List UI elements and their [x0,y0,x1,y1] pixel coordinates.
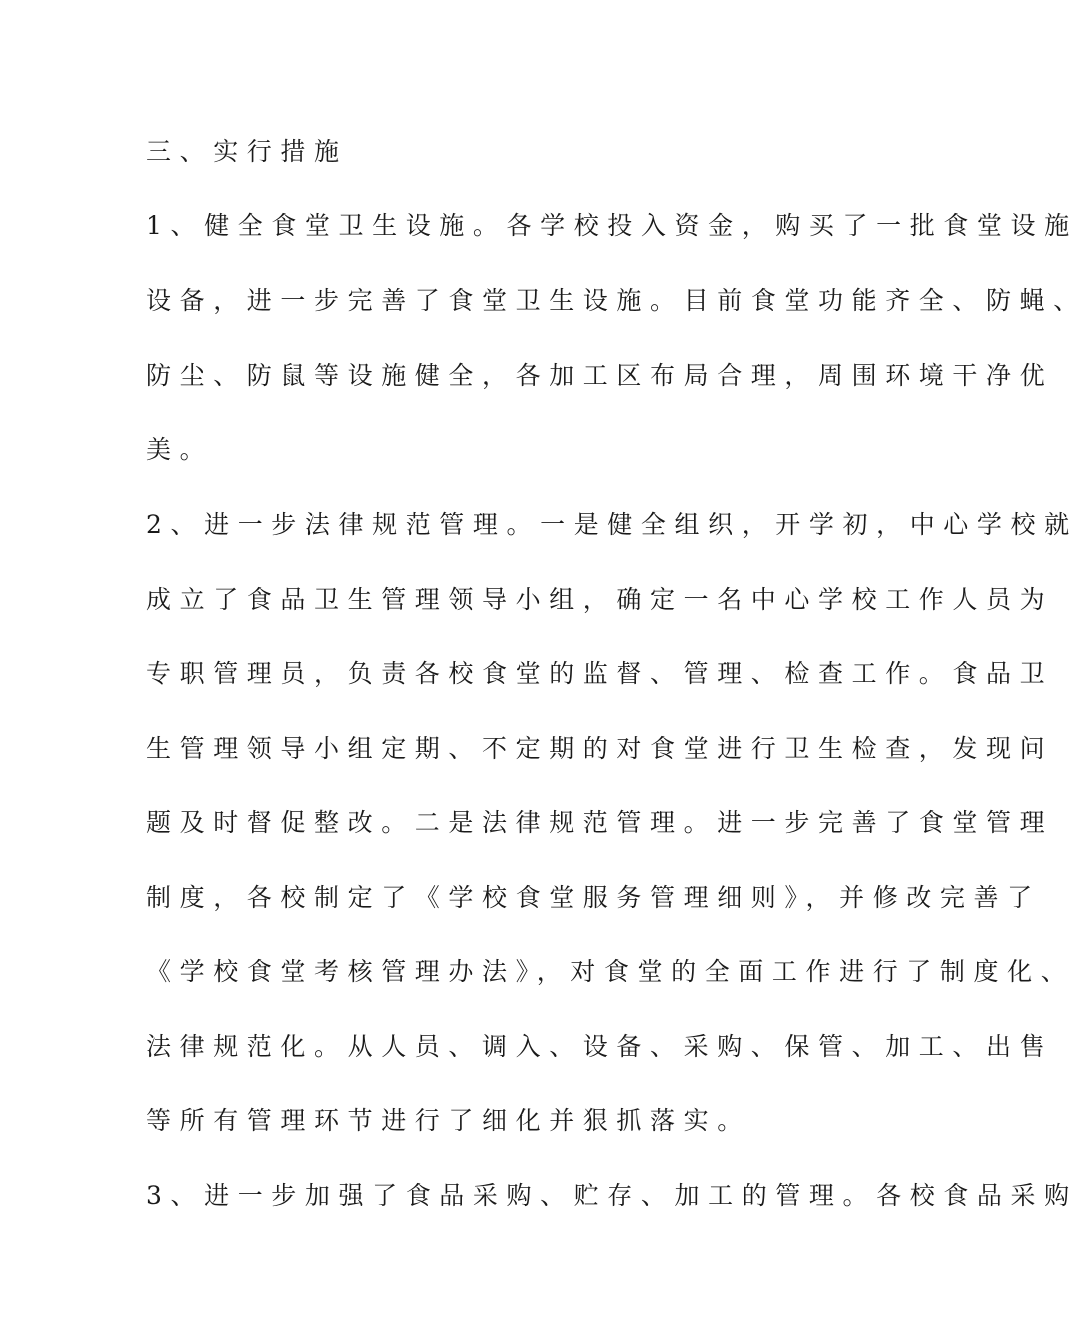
paragraph-line: 防尘、防鼠等设施健全，各加工区布局合理，周围环境干净优 [146,361,1054,390]
paragraph-line: 1、健全食堂卫生设施。各学校投入资金，购买了一批食堂设施 [146,211,1078,240]
paragraph-line: 《学校食堂考核管理办法》，对食堂的全面工作进行了制度化、 [146,957,1075,986]
paragraph-line: 法律规范化。从人员、调入、设备、采购、保管、加工、出售 [146,1032,1054,1061]
section-heading: 三、实行措施 [146,137,348,166]
paragraph-line: 制度，各校制定了《学校食堂服务管理细则》，并修改完善了 [146,883,1041,912]
paragraph-line: 等所有管理环节进行了细化并狠抓落实。 [146,1106,751,1135]
paragraph-line: 生管理领导小组定期、不定期的对食堂进行卫生检查，发现问 [146,734,1054,763]
paragraph-line: 成立了食品卫生管理领导小组，确定一名中心学校工作人员为 [146,585,1054,614]
paragraph-line: 2、进一步法律规范管理。一是健全组织，开学初，中心学校就 [146,510,1078,539]
paragraph-line: 题及时督促整改。二是法律规范管理。进一步完善了食堂管理 [146,808,1054,837]
paragraph-line: 美。 [146,435,214,464]
paragraph-line: 3、进一步加强了食品采购、贮存、加工的管理。各校食品采购 [146,1181,1078,1210]
paragraph-line: 专职管理员，负责各校食堂的监督、管理、检查工作。食品卫 [146,659,1054,688]
paragraph-line: 设备，进一步完善了食堂卫生设施。目前食堂功能齐全、防蝇、 [146,286,1087,315]
